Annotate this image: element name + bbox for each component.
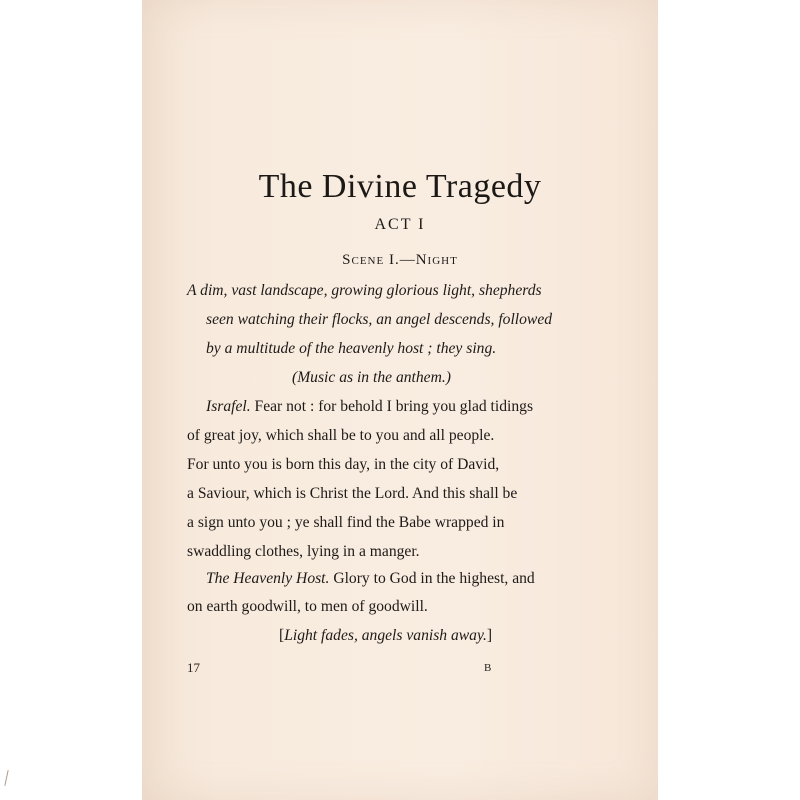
music-note: (Music as in the anthem.) (292, 369, 451, 386)
scan-artifact (4, 770, 8, 786)
israfel-speech-line: Israfel. Fear not : for behold I bring you glad tidings (206, 398, 534, 415)
israfel-speech-line: swaddling clothes, lying in a manger. (187, 543, 420, 560)
stage-direction-line: by a multitude of the heavenly host ; they sing. (206, 340, 497, 357)
page-number: 17 (187, 660, 200, 675)
host-speech-line: on earth goodwill, to men of goodwill. (187, 598, 428, 615)
closing-stage-direction: [Light fades, angels vanish away.] (279, 627, 493, 644)
act-heading: ACT I (374, 216, 426, 233)
stage-direction-line: A dim, vast landscape, growing glorious light, shepherds (187, 282, 542, 299)
israfel-speech-line: of great joy, which shall be to you and all people. (187, 427, 495, 444)
book-page (142, 0, 658, 800)
scene-heading: Scene I.—Night (342, 252, 458, 268)
israfel-speech-line: For unto you is born this day, in the city of David, (187, 456, 500, 473)
speaker-heavenly-host: The Heavenly Host. (206, 570, 330, 587)
page-title: The Divine Tragedy (258, 168, 542, 205)
israfel-speech-line: a sign unto you ; ye shall find the Babe wrapped in (187, 514, 505, 531)
stage-direction-line: seen watching their flocks, an angel descends, followed (206, 311, 553, 328)
signature-mark: B (484, 662, 492, 674)
speaker-israfel: Israfel. (206, 398, 251, 415)
host-speech-line: The Heavenly Host. Glory to God in the highest, and (206, 570, 535, 587)
israfel-speech-line: a Saviour, which is Christ the Lord. And this shall be (187, 485, 518, 502)
